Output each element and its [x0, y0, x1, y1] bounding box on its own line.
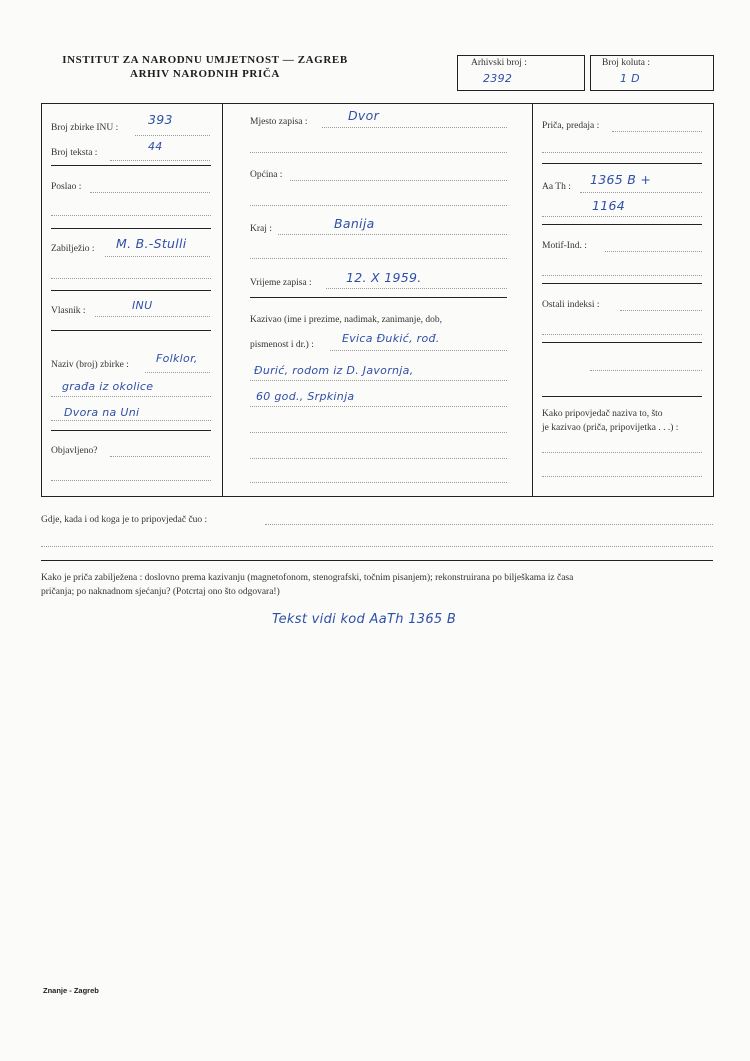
- collection-number-line: [135, 135, 210, 136]
- collection-number-label: Broj zbirke INU :: [51, 123, 119, 133]
- municipality-line-2: [250, 205, 507, 206]
- sent-by-line-1: [90, 192, 210, 193]
- left-divider-4: [51, 330, 211, 331]
- place-value: Dvor: [348, 108, 380, 123]
- municipality-label: Općina :: [250, 170, 283, 180]
- motif-line-1: [605, 251, 702, 252]
- published-label: Objavljeno?: [51, 446, 98, 456]
- region-line-2: [250, 258, 507, 259]
- narrator-line-4: [250, 432, 507, 433]
- place-line-1: [322, 127, 507, 128]
- middle-divider: [250, 297, 507, 298]
- how-recorded-line2: pričanja; po naknadnom sjećanju? (Potcrtaj ono što odgovara!): [41, 587, 280, 597]
- narrator-line-1: [330, 350, 507, 351]
- narrator-term-label-line2: je kazivao (priča, pripovijetka . . .) :: [542, 423, 679, 433]
- narrator-value-line1: Evica Đukić, rođ.: [342, 332, 440, 345]
- right-divider-1: [542, 163, 702, 164]
- region-line-1: [278, 234, 507, 235]
- reel-number-label: Broj koluta :: [602, 58, 651, 68]
- collection-name-label: Naziv (broj) zbirke :: [51, 360, 129, 370]
- narrator-term-line-1: [542, 452, 702, 453]
- story-line-1: [612, 131, 702, 132]
- where-when-line-2: [41, 546, 713, 547]
- publisher-footer: Znanje - Zagreb: [43, 986, 99, 995]
- frame-right-border: [713, 103, 714, 497]
- recorded-by-label: Zabilježio :: [51, 244, 95, 254]
- collection-name-line1: Folklor,: [156, 352, 198, 365]
- motif-label: Motif-Ind. :: [542, 241, 587, 251]
- frame-left-border: [41, 103, 42, 497]
- archive-number-value: 2392: [483, 72, 513, 85]
- left-divider-2: [51, 228, 211, 229]
- left-divider-1: [51, 165, 211, 166]
- collection-name-line-a: [145, 372, 210, 373]
- aath-value-line1: 1365 B +: [590, 172, 652, 187]
- collection-name-line2: građa iz okolice: [62, 380, 154, 393]
- published-line-2: [51, 480, 211, 481]
- other-indexes-label: Ostali indeksi :: [542, 300, 600, 310]
- published-line-1: [110, 456, 210, 457]
- where-when-line-1: [265, 524, 713, 525]
- left-divider-3: [51, 290, 211, 291]
- collection-name-line3: Dvora na Uni: [64, 406, 140, 419]
- aath-value-line2: 1164: [592, 198, 626, 213]
- institute-title: INSTITUT ZA NARODNU UMJETNOST — ZAGREB: [62, 54, 348, 66]
- aath-label: Aa Th :: [542, 182, 571, 192]
- time-label: Vrijeme zapisa :: [250, 278, 312, 288]
- collection-name-line-b: [51, 396, 211, 397]
- recorded-by-line-1: [105, 256, 210, 257]
- time-value: 12. X 1959.: [346, 270, 422, 285]
- archive-number-label: Arhivski broj :: [471, 58, 527, 68]
- story-label: Priča, predaja :: [542, 121, 600, 131]
- right-divider-2: [542, 224, 702, 225]
- narrator-label-line1: Kazivao (ime i prezime, nadimak, zanimanje, dob,: [250, 315, 443, 325]
- other-indexes-line-3: [590, 370, 702, 371]
- place-label: Mjesto zapisa :: [250, 117, 308, 127]
- other-indexes-line-1: [620, 310, 702, 311]
- aath-line-2: [542, 216, 702, 217]
- frame-divider-1: [222, 103, 223, 497]
- region-label: Kraj :: [250, 224, 272, 234]
- text-number-line: [110, 160, 210, 161]
- time-line: [326, 288, 507, 289]
- aath-line-1: [580, 192, 702, 193]
- text-number-value: 44: [148, 140, 163, 153]
- place-line-2: [250, 152, 507, 153]
- archive-title: ARHIV NARODNIH PRIČA: [130, 68, 280, 80]
- text-number-label: Broj teksta :: [51, 148, 98, 158]
- narrator-line-5: [250, 458, 507, 459]
- where-when-label: Gdje, kada i od koga je to pripovjedač čuo :: [41, 515, 208, 525]
- narrator-line-6: [250, 482, 507, 483]
- right-divider-4: [542, 342, 702, 343]
- narrator-line-3: [250, 406, 507, 407]
- reel-number-value: 1 D: [620, 72, 640, 85]
- story-line-2: [542, 152, 702, 153]
- sent-by-line-2: [51, 215, 211, 216]
- collection-name-line-c: [51, 420, 211, 421]
- bottom-divider: [41, 560, 713, 561]
- other-indexes-line-2: [542, 334, 702, 335]
- owner-value: INU: [132, 299, 153, 312]
- owner-label: Vlasnik :: [51, 306, 86, 316]
- narrator-line-2: [250, 380, 507, 381]
- municipality-line-1: [290, 180, 507, 181]
- recorded-by-line-2: [51, 278, 211, 279]
- narrator-term-label-line1: Kako pripovjedač naziva to, što: [542, 409, 663, 419]
- narrator-value-line3: 60 god., Srpkinja: [256, 390, 355, 403]
- motif-line-2: [542, 275, 702, 276]
- recorded-by-value: M. B.-Stulli: [116, 236, 187, 251]
- narrator-term-line-2: [542, 476, 702, 477]
- frame-divider-2: [532, 103, 533, 497]
- sent-by-label: Poslao :: [51, 182, 82, 192]
- collection-number-value: 393: [148, 112, 173, 127]
- right-divider-5: [542, 396, 702, 397]
- handwritten-note: Tekst vidi kod AaTh 1365 B: [272, 612, 457, 627]
- region-value: Banija: [334, 216, 375, 231]
- owner-line: [95, 316, 210, 317]
- narrator-value-line2: Đurić, rodom iz D. Javornja,: [254, 364, 414, 377]
- left-divider-5: [51, 430, 211, 431]
- how-recorded-line1: Kako je priča zabilježena : doslovno prema kazivanju (magnetofonom, stenografski, točnim pisanjem); rekonstruirana po bilješkama iz časa: [41, 573, 574, 583]
- right-divider-3: [542, 283, 702, 284]
- narrator-label-line2: pismenost i dr.) :: [250, 340, 314, 350]
